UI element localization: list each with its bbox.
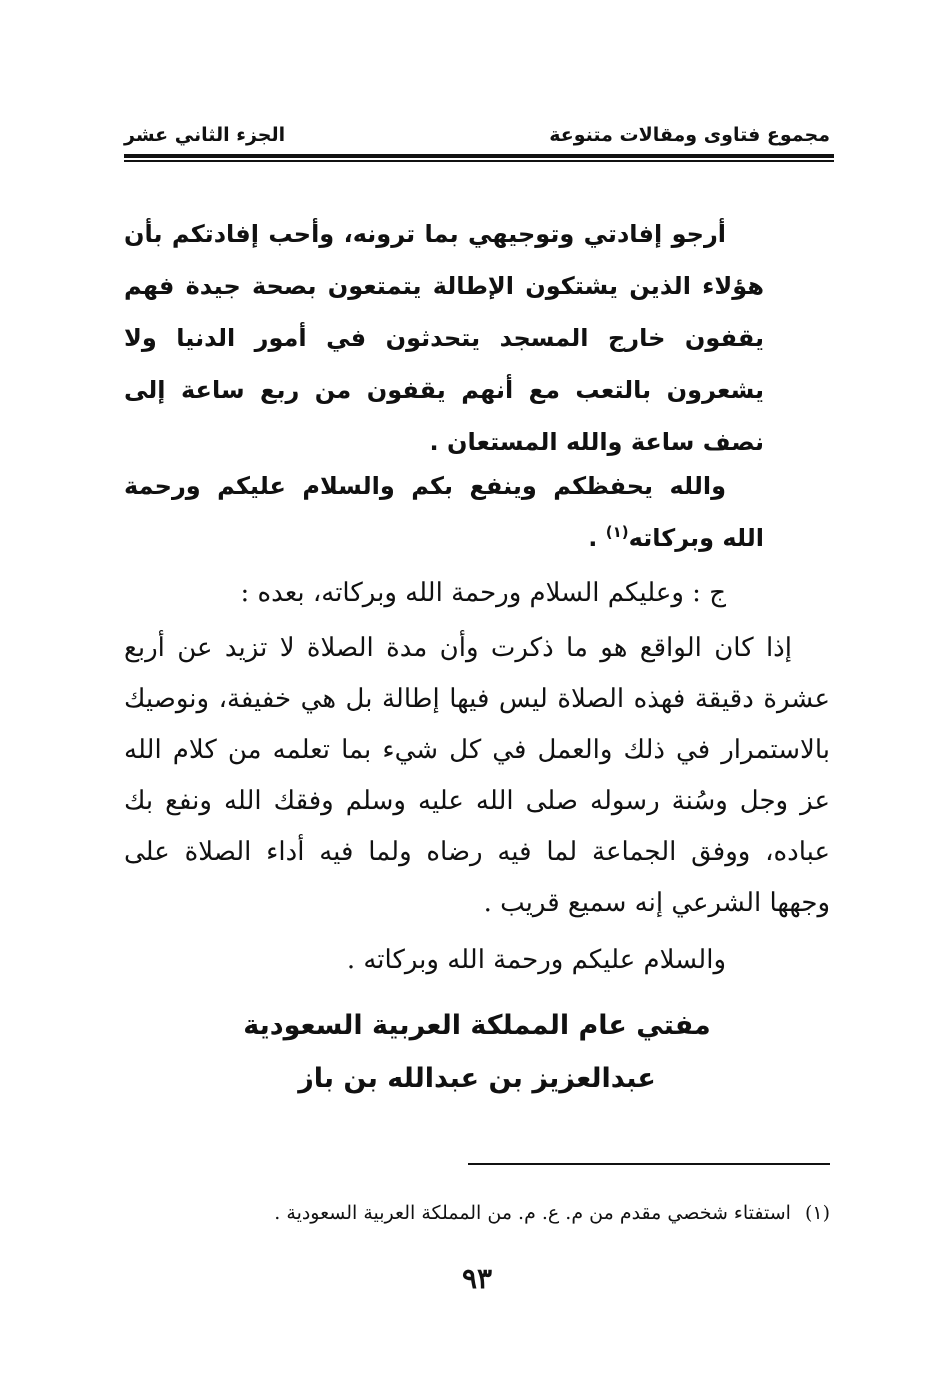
header-rule-thin <box>124 160 834 162</box>
book-title: مجموع فتاوى ومقالات متنوعة <box>549 124 830 146</box>
footnote-divider <box>468 1163 830 1165</box>
signature-title: مفتي عام المملكة العربية السعودية <box>243 1010 711 1041</box>
page-number: ٩٣ <box>461 1262 493 1295</box>
answer-body: إذا كان الواقع هو ما ذكرت وأن مدة الصلاة لا تزيد عن أربع عشرة دقيقة فهذه الصلاة ليس فيها إطالة بل هي خفيفة، ونوصيك بالاستمرار في ذلك والعمل في كل شيء بما تعلمه من كلام الله عز وجل وسُنة رسوله صلى الله عليه وسلم وفقك الله ونفع بك عباده، ووفق الجماعة لما فيه رضاه ولما فيه أداء الصلاة على وجهها الشرعي إنه سميع قريب . <box>124 633 830 918</box>
question-end-mark: . <box>588 524 598 552</box>
answer-closing: والسلام عليكم ورحمة الله وبركاته . <box>346 945 726 975</box>
answer-opening: ج : وعليكم السلام ورحمة الله وبركاته، بعده : <box>240 578 726 608</box>
footnote-number: (١) <box>804 1202 830 1224</box>
header-rule-thick <box>124 154 834 158</box>
volume-label: الجزء الثاني عشر <box>124 124 286 146</box>
signature-name: عبدالعزيز بن عبدالله بن باز <box>298 1063 656 1094</box>
footnote-text: استفتاء شخصي مقدم من م. ع. م. من المملكة العربية السعودية . <box>274 1202 791 1224</box>
question-paragraph-2 <box>124 460 764 564</box>
question-paragraph-1: أرجو إفادتي وتوجيهي بما ترونه، وأحب إفادتكم بأن هؤلاء الذين يشتكون الإطالة يتمتعون بصحة جيدة فهم يقفون خارج المسجد يتحدثون في أمور الدنيا ولا يشعرون بالتعب مع أنهم يقفون من ربع ساعة إلى نصف ساعة والله المستعان . <box>124 220 764 456</box>
footnote-reference: (١) <box>605 523 629 541</box>
page-header <box>124 124 830 154</box>
footnote <box>124 1202 830 1224</box>
question-closing-text: والله يحفظكم وينفع بكم والسلام عليكم ورحمة الله وبركاته <box>124 472 764 552</box>
